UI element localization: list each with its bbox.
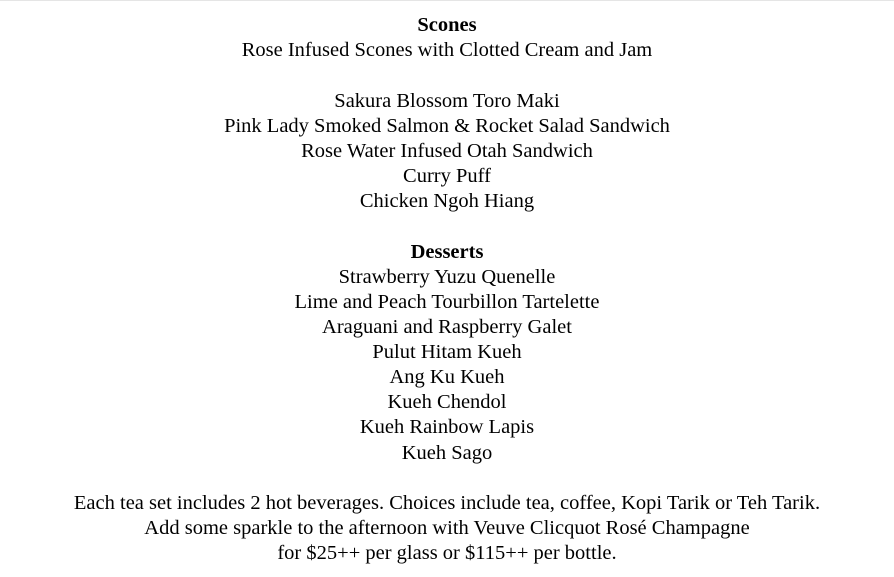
desserts-heading: Desserts <box>410 241 484 263</box>
dessert-item: Kueh Sago <box>401 442 493 464</box>
scones-heading: Scones <box>417 14 477 36</box>
dessert-item: Kueh Chendol <box>387 391 507 413</box>
footer-note: Add some sparkle to the afternoon with Veuve Clicquot Rosé Champagne <box>144 517 750 539</box>
savoury-item: Chicken Ngoh Hiang <box>359 190 535 212</box>
footer-note: for $25++ per glass or $115++ per bottle. <box>277 542 617 564</box>
savoury-item: Sakura Blossom Toro Maki <box>334 90 560 112</box>
savoury-item: Rose Water Infused Otah Sandwich <box>301 140 593 162</box>
savoury-item: Curry Puff <box>403 165 491 187</box>
dessert-item: Pulut Hitam Kueh <box>372 341 522 363</box>
dessert-item: Lime and Peach Tourbillon Tartelette <box>294 291 600 313</box>
dessert-item: Kueh Rainbow Lapis <box>359 416 535 438</box>
scones-item: Rose Infused Scones with Clotted Cream and Jam <box>241 39 653 61</box>
dessert-item: Strawberry Yuzu Quenelle <box>338 266 556 288</box>
footer-note: Each tea set includes 2 hot beverages. Choices include tea, coffee, Kopi Tarik or Teh Tarik. <box>73 492 821 514</box>
dessert-item: Ang Ku Kueh <box>389 366 505 388</box>
dessert-item: Araguani and Raspberry Galet <box>322 316 572 338</box>
savoury-item: Pink Lady Smoked Salmon & Rocket Salad Sandwich <box>224 115 670 137</box>
